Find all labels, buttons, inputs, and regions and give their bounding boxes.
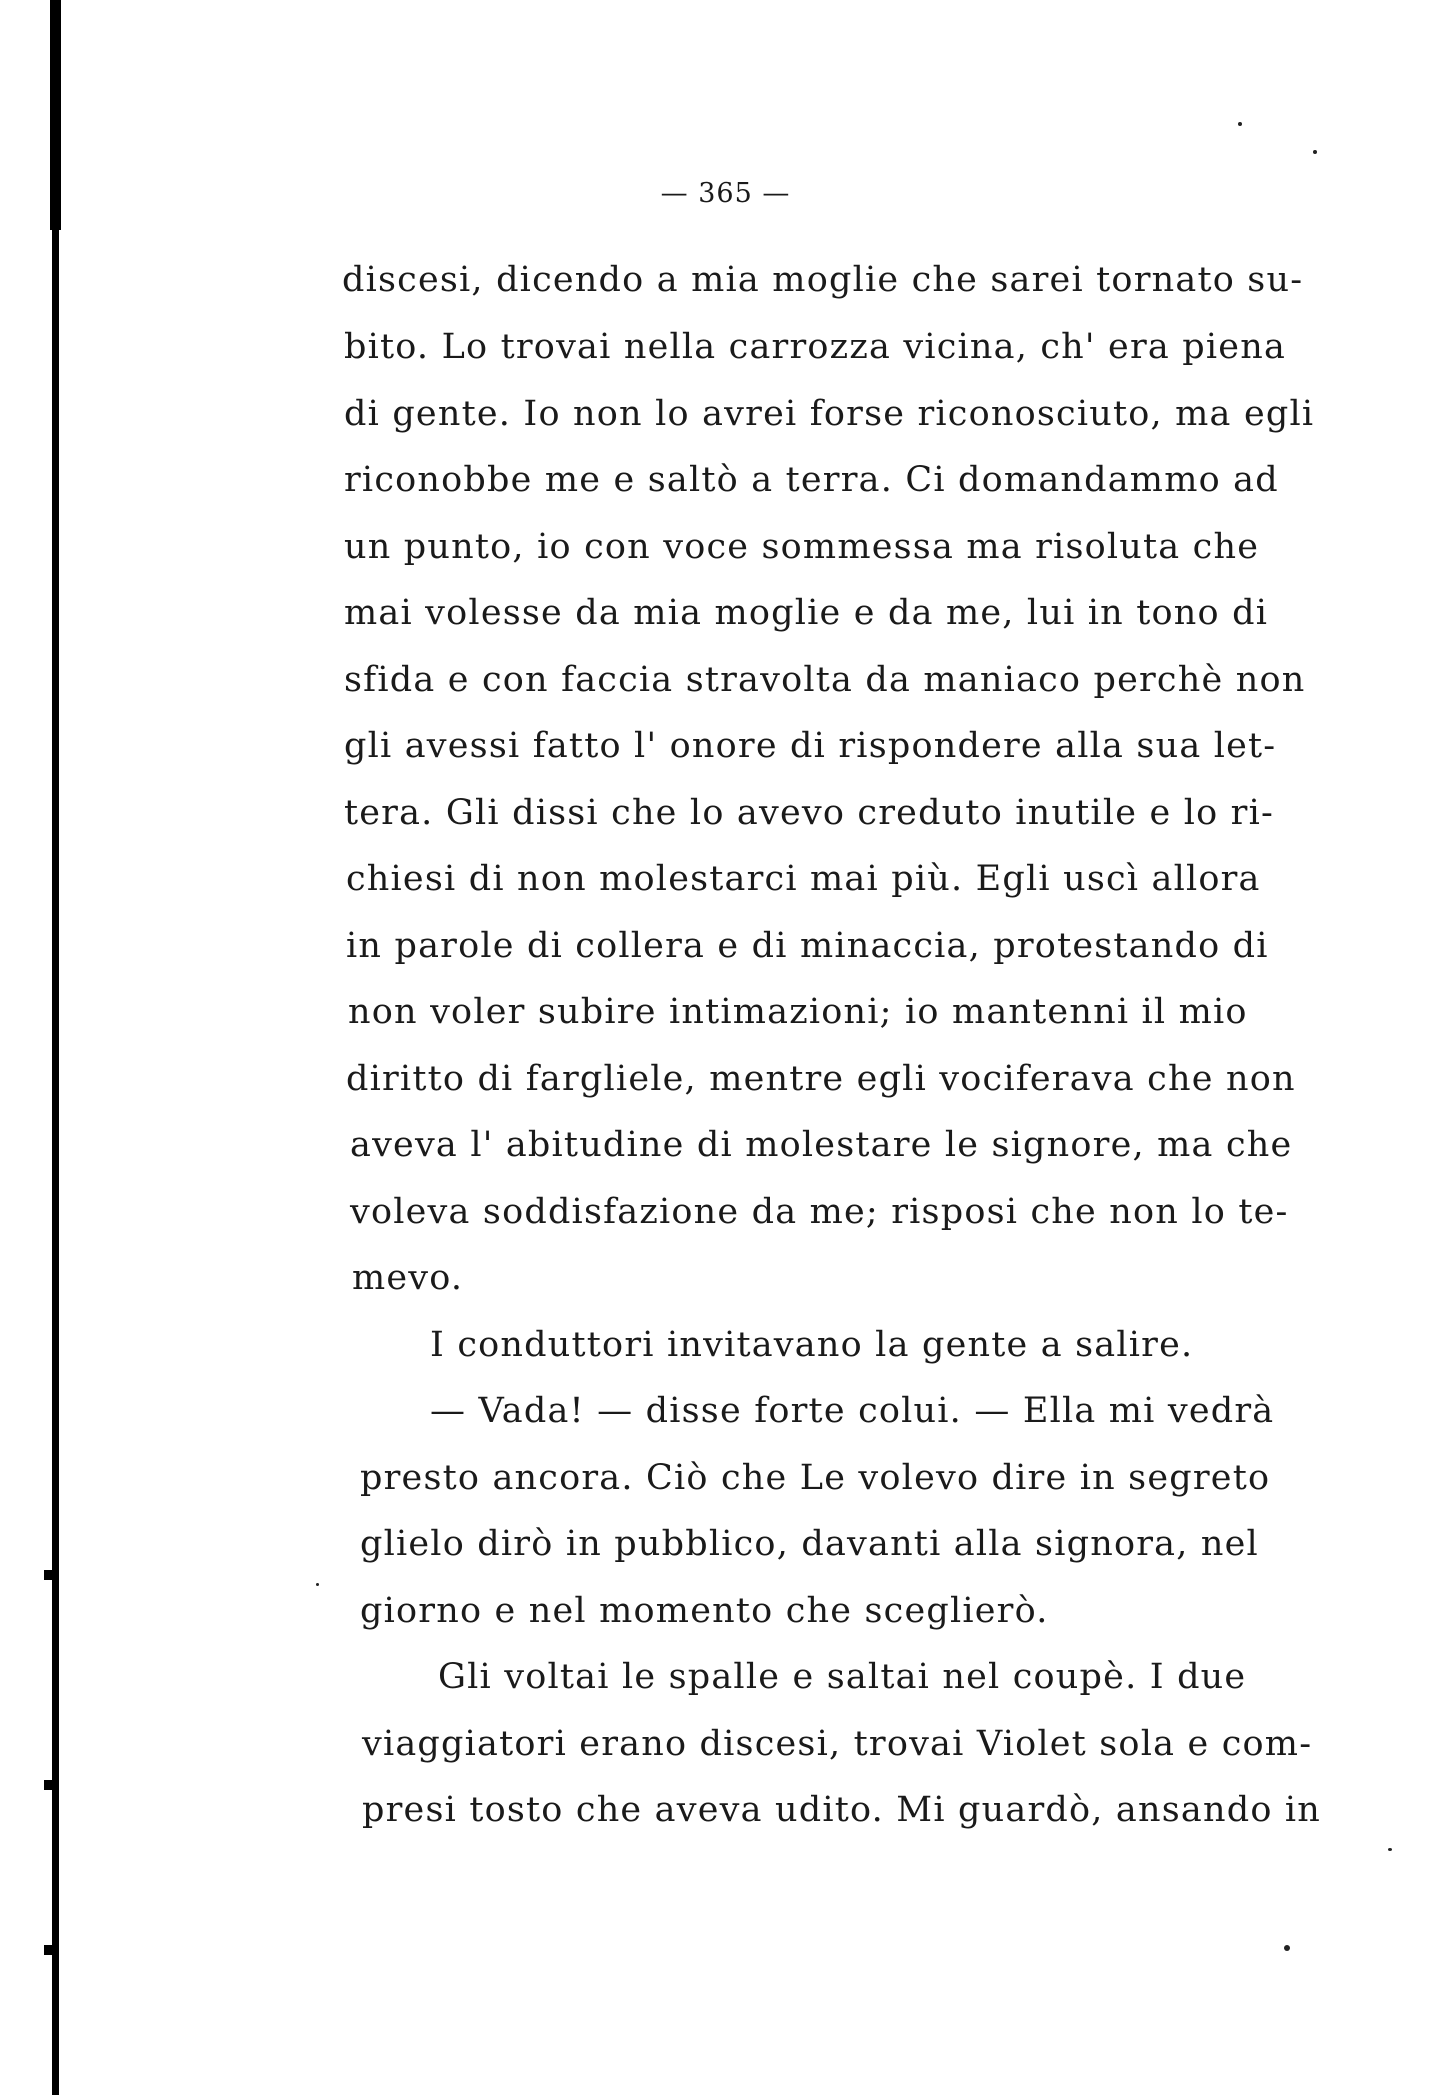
binding-notch (44, 1780, 58, 1790)
text-line: riconobbe me e saltò a terra. Ci domandammo ad (344, 460, 1279, 500)
binding-notch (44, 1570, 58, 1580)
text-line: voleva soddisfazione da me; risposi che non lo te- (350, 1192, 1289, 1232)
binding-notch (44, 1945, 58, 1955)
text-line: mevo. (352, 1258, 464, 1298)
text-line: bito. Lo trovai nella carrozza vicina, ch' era piena (344, 327, 1287, 367)
page-number: — 365 — (660, 178, 791, 209)
speck (1313, 150, 1317, 154)
speck (1388, 1848, 1392, 1851)
binding-edge-top (50, 0, 61, 230)
text-line: aveva l' abitudine di molestare le signore, ma che (350, 1125, 1293, 1165)
text-line: presi tosto che aveva udito. Mi guardò, ansando in (362, 1790, 1322, 1830)
text-line: tera. Gli dissi che lo avevo creduto inutile e lo ri- (344, 793, 1275, 833)
text-line: non voler subire intimazioni; io mantenni il mio (348, 992, 1248, 1032)
speck (1284, 1945, 1290, 1951)
text-line: viaggiatori erano discesi, trovai Violet sola e com- (362, 1724, 1313, 1764)
text-line: presto ancora. Ciò che Le volevo dire in segreto (360, 1458, 1271, 1498)
text-line: I conduttori invitavano la gente a salire. (430, 1325, 1194, 1365)
text-line: sfida e con faccia stravolta da maniaco perchè non (344, 660, 1306, 700)
text-line: in parole di collera e di minaccia, protestando di (346, 926, 1269, 966)
text-line: glielo dirò in pubblico, davanti alla signora, nel (360, 1524, 1259, 1564)
text-line: gli avessi fatto l' onore di rispondere alla sua let- (344, 726, 1277, 766)
text-line: chiesi di non molestarci mai più. Egli uscì allora (346, 859, 1261, 899)
text-line: mai volesse da mia moglie e da me, lui in tono di (344, 593, 1269, 633)
text-line: Gli voltai le spalle e saltai nel coupè. I due (438, 1657, 1247, 1697)
text-line: di gente. Io non lo avrei forse riconosciuto, ma egli (344, 394, 1315, 434)
text-line: — Vada! — disse forte colui. — Ella mi vedrà (430, 1391, 1275, 1431)
speck (1238, 122, 1242, 126)
text-line: giorno e nel momento che sceglierò. (360, 1591, 1049, 1631)
speck (316, 1583, 319, 1586)
text-line: discesi, dicendo a mia moglie che sarei tornato su- (342, 260, 1304, 300)
text-line: un punto, io con voce sommessa ma risoluta che (344, 527, 1260, 567)
text-line: diritto di fargliele, mentre egli vociferava che non (346, 1059, 1296, 1099)
